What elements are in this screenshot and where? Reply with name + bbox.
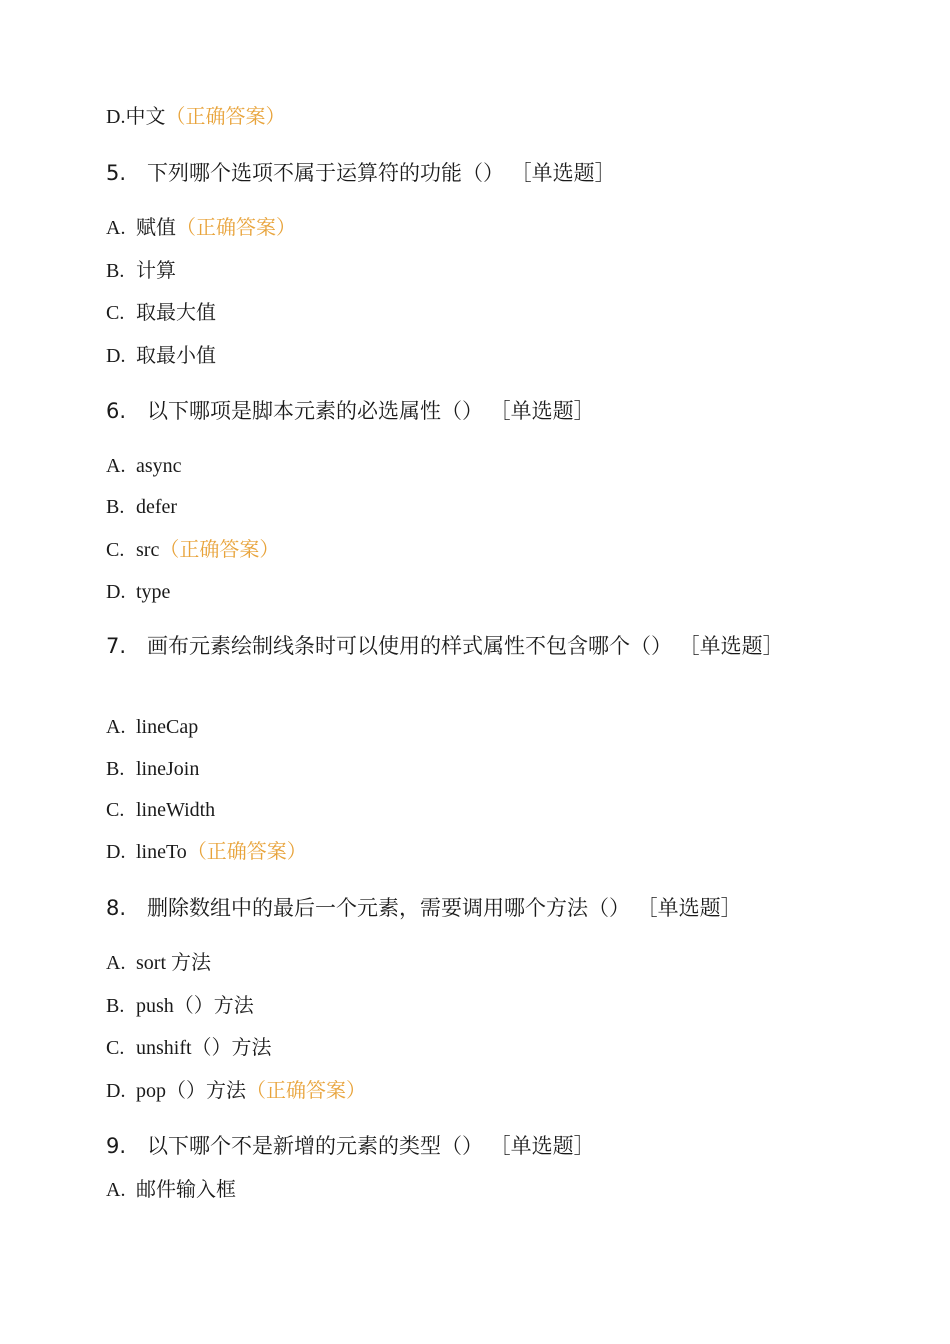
- option-label: D.: [106, 841, 126, 863]
- question-9: [106, 1133, 846, 1160]
- option-text: 赋值: [136, 217, 176, 239]
- question-text: 画布元素绘制线条时可以使用的样式属性不包含哪个（） ［单选题］: [147, 634, 784, 658]
- q7-option-b: [106, 756, 199, 782]
- option-text: lineWidth: [136, 799, 216, 821]
- correct-answer-mark: （正确答案）: [246, 1080, 366, 1102]
- q8-option-b: [106, 993, 254, 1019]
- option-text: unshift（）方法: [136, 1037, 272, 1059]
- option-text: lineJoin: [136, 758, 200, 780]
- q5-option-c: [106, 300, 216, 326]
- option-label: B.: [106, 260, 125, 282]
- q7-option-d: [106, 839, 307, 865]
- option-label: A.: [106, 1179, 126, 1201]
- question-number: 6.: [106, 399, 127, 423]
- option-text: push（）方法: [136, 995, 254, 1017]
- q5-option-b: [106, 258, 176, 284]
- q5-option-a: [106, 215, 296, 241]
- option-text: pop（）方法: [136, 1080, 246, 1102]
- option-text: defer: [136, 496, 178, 518]
- q8-option-a: [106, 950, 211, 976]
- question-text: 以下哪项是脚本元素的必选属性（） ［单选题］: [147, 399, 595, 423]
- option-text: 取最大值: [136, 302, 216, 324]
- option-label: A.: [106, 952, 126, 974]
- q6-option-b: [106, 494, 177, 520]
- q9-option-a: [106, 1177, 236, 1203]
- q8-option-d: [106, 1078, 366, 1104]
- option-label: C.: [106, 1037, 125, 1059]
- option-label: B.: [106, 496, 125, 518]
- option-label: D.: [106, 581, 126, 603]
- correct-answer-mark: （正确答案）: [165, 106, 286, 128]
- question-8: [106, 895, 846, 922]
- q6-option-c: [106, 537, 279, 563]
- question-text: 删除数组中的最后一个元素，需要调用哪个方法（） ［单选题］: [147, 896, 742, 920]
- option-label: D.: [106, 345, 126, 367]
- option-prev-d: [106, 104, 285, 130]
- option-text: async: [136, 455, 182, 477]
- question-text: 下列哪个选项不属于运算符的功能（） ［单选题］: [147, 161, 616, 185]
- option-text: sort 方法: [136, 952, 211, 974]
- question-number: 9.: [106, 1134, 127, 1158]
- option-text: lineTo: [136, 841, 187, 863]
- option-text: 取最小值: [136, 345, 216, 367]
- option-label: B.: [106, 995, 125, 1017]
- option-label: A.: [106, 455, 126, 477]
- option-text: 邮件输入框: [136, 1179, 236, 1201]
- q8-option-c: [106, 1035, 272, 1061]
- option-text: lineCap: [136, 716, 199, 738]
- question-7: [106, 633, 846, 660]
- option-label: D.: [106, 1080, 126, 1102]
- correct-answer-mark: （正确答案）: [186, 841, 307, 863]
- q7-option-a: [106, 714, 198, 740]
- question-number: 5.: [106, 161, 127, 185]
- option-text: 中文: [125, 106, 166, 128]
- question-text: 以下哪个不是新增的元素的类型（） ［单选题］: [147, 1134, 595, 1158]
- correct-answer-mark: （正确答案）: [176, 217, 296, 239]
- q5-option-d: [106, 343, 216, 369]
- option-text: src: [136, 539, 160, 561]
- q6-option-d: [106, 579, 170, 605]
- question-number: 7.: [106, 634, 127, 658]
- q7-option-c: [106, 797, 215, 823]
- option-label: C.: [106, 302, 125, 324]
- option-text: 计算: [136, 260, 176, 282]
- question-6: [106, 398, 846, 425]
- option-label: C.: [106, 799, 125, 821]
- option-label: C.: [106, 539, 125, 561]
- question-5: [106, 160, 846, 187]
- option-text: type: [136, 581, 171, 603]
- correct-answer-mark: （正确答案）: [159, 539, 280, 561]
- option-label: A.: [106, 217, 126, 239]
- option-label: B.: [106, 758, 125, 780]
- option-label: D.: [106, 106, 126, 128]
- question-number: 8.: [106, 896, 127, 920]
- option-label: A.: [106, 716, 126, 738]
- q6-option-a: [106, 453, 182, 479]
